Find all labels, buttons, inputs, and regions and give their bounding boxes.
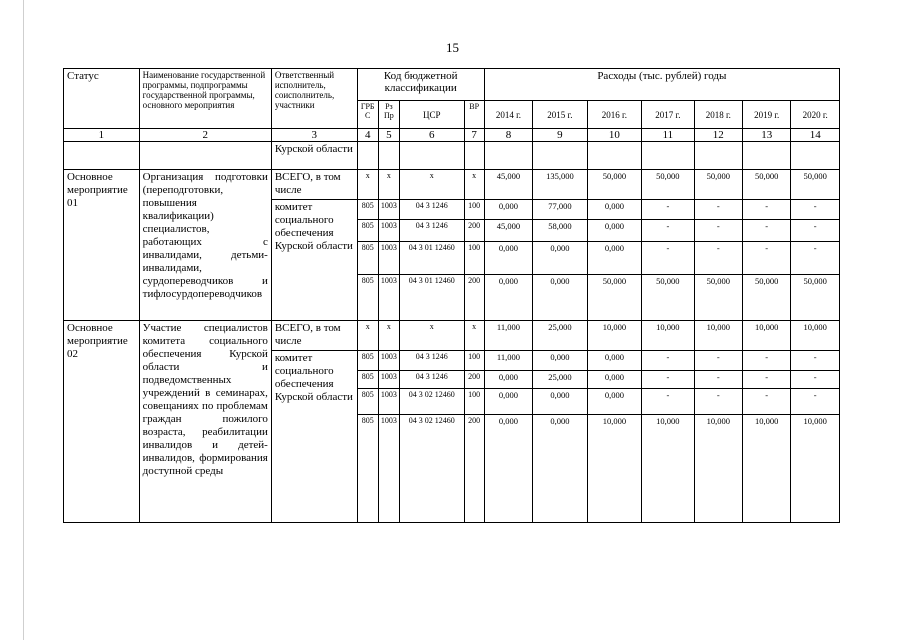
column-number: 6 (399, 129, 464, 142)
expense-value: 10,000 (587, 321, 641, 351)
expense-value: 50,000 (694, 275, 742, 321)
budget-code-cell: 1003 (378, 371, 399, 389)
column-number-row (64, 129, 840, 142)
expense-value: 50,000 (743, 170, 791, 200)
expense-value: 10,000 (743, 321, 791, 351)
expense-value: 0,000 (484, 242, 532, 275)
expense-value: 25,000 (533, 321, 587, 351)
budget-code-cell: 100 (464, 351, 484, 371)
budget-code-cell: 1003 (378, 242, 399, 275)
expense-value: 0,000 (533, 242, 587, 275)
expense-value: - (743, 242, 791, 275)
budget-code-cell: 805 (357, 351, 378, 371)
measure-row (64, 321, 840, 351)
column-number: 2 (139, 129, 271, 142)
column-number: 11 (642, 129, 694, 142)
expense-value: 10,000 (694, 415, 742, 523)
header-executor: Ответственный исполнитель, соисполнитель, участники (271, 69, 357, 129)
expense-value: - (694, 351, 742, 371)
expense-value: 0,000 (587, 242, 641, 275)
budget-code-cell: х (378, 170, 399, 200)
budget-code-cell: х (357, 321, 378, 351)
expense-value: - (791, 351, 840, 371)
budget-code-cell: х (357, 170, 378, 200)
expense-value: - (642, 351, 694, 371)
budget-code-cell: х (378, 321, 399, 351)
expense-value: 0,000 (484, 389, 532, 415)
budget-code-cell: 1003 (378, 275, 399, 321)
header-vr: ВР (464, 101, 484, 129)
column-number: 9 (533, 129, 587, 142)
column-number: 5 (378, 129, 399, 142)
expense-value: 0,000 (587, 351, 641, 371)
expense-value: - (743, 389, 791, 415)
column-number: 12 (694, 129, 742, 142)
page-edge-line (23, 0, 24, 640)
expense-value: 0,000 (484, 371, 532, 389)
expense-value: 0,000 (533, 351, 587, 371)
budget-table (63, 68, 840, 523)
expense-value: 50,000 (642, 170, 694, 200)
expense-value: 25,000 (533, 371, 587, 389)
budget-code-cell: 100 (464, 389, 484, 415)
column-number: 3 (271, 129, 357, 142)
expense-value: 50,000 (791, 275, 840, 321)
measure-status: Основное мероприятие 02 (64, 321, 140, 523)
budget-code-cell: 1003 (378, 351, 399, 371)
header-grbs: ГРБ С (357, 101, 378, 129)
carry-executor: Курской области (271, 142, 357, 170)
expense-value: 10,000 (694, 321, 742, 351)
expense-value: 0,000 (587, 220, 641, 242)
expense-value: - (791, 200, 840, 220)
expense-value: 0,000 (484, 200, 532, 220)
expense-value: - (791, 371, 840, 389)
header-year: 2015 г. (533, 101, 587, 129)
budget-code-cell: 04 3 1246 (399, 351, 464, 371)
budget-code-cell: 200 (464, 220, 484, 242)
header-year: 2014 г. (484, 101, 532, 129)
expense-value: - (743, 200, 791, 220)
header-year: 2016 г. (587, 101, 641, 129)
expense-value: 10,000 (587, 415, 641, 523)
budget-code-cell: 805 (357, 242, 378, 275)
measure-total-label: ВСЕГО, в том числе (271, 170, 357, 200)
budget-code-cell: 805 (357, 389, 378, 415)
expense-value: 10,000 (791, 321, 840, 351)
expense-value: 0,000 (484, 275, 532, 321)
expense-value: 50,000 (587, 275, 641, 321)
budget-code-cell: 04 3 1246 (399, 371, 464, 389)
header-year: 2019 г. (743, 101, 791, 129)
expense-value: - (791, 220, 840, 242)
measure-name: Участие специалистов комитета социального обеспечения Курской области и подведомственных учреждений в семинарах, совещаниях по проблемам граждан пожилого возраста, реабилитации инвалидов и детей-инвалидов, формирования доступной среды (139, 321, 271, 523)
expense-value: 0,000 (587, 371, 641, 389)
expense-value: - (694, 220, 742, 242)
expense-value: - (642, 242, 694, 275)
expense-value: 45,000 (484, 170, 532, 200)
expense-value: - (743, 371, 791, 389)
header-year: 2017 г. (642, 101, 694, 129)
column-number: 13 (743, 129, 791, 142)
column-number: 4 (357, 129, 378, 142)
budget-code-cell: 805 (357, 415, 378, 523)
column-number: 1 (64, 129, 140, 142)
expense-value: - (694, 389, 742, 415)
header-year: 2018 г. (694, 101, 742, 129)
budget-code-cell: 805 (357, 200, 378, 220)
header-name: Наименование государственной программы, подпрограммы государственной программы, основного мероприятия (139, 69, 271, 129)
expense-value: 50,000 (694, 170, 742, 200)
expense-value: 50,000 (587, 170, 641, 200)
expense-value: - (642, 389, 694, 415)
column-number: 10 (587, 129, 641, 142)
budget-code-cell: 200 (464, 415, 484, 523)
expense-value: 0,000 (533, 415, 587, 523)
measure-status: Основное мероприятие 01 (64, 170, 140, 321)
budget-code-cell: 1003 (378, 389, 399, 415)
expense-value: 0,000 (533, 389, 587, 415)
budget-code-cell: 1003 (378, 200, 399, 220)
expense-value: - (743, 351, 791, 371)
expense-value: 10,000 (642, 321, 694, 351)
header-rzpr: Рз Пр (378, 101, 399, 129)
expense-value: 50,000 (743, 275, 791, 321)
budget-code-cell: 04 3 02 12460 (399, 389, 464, 415)
measure-total-label: ВСЕГО, в том числе (271, 321, 357, 351)
expense-value: 10,000 (642, 415, 694, 523)
column-number: 14 (791, 129, 840, 142)
column-number: 7 (464, 129, 484, 142)
expense-value: 50,000 (791, 170, 840, 200)
budget-code-cell: 200 (464, 371, 484, 389)
budget-code-cell: 805 (357, 371, 378, 389)
expense-value: 50,000 (642, 275, 694, 321)
expense-value: 135,000 (533, 170, 587, 200)
budget-code-cell: х (464, 321, 484, 351)
budget-code-cell: 100 (464, 242, 484, 275)
expense-value: - (694, 371, 742, 389)
expense-value: - (694, 200, 742, 220)
expense-value: - (791, 389, 840, 415)
expense-value: 0,000 (533, 275, 587, 321)
budget-code-cell: х (464, 170, 484, 200)
expense-value: - (743, 220, 791, 242)
budget-code-cell: 04 3 01 12460 (399, 275, 464, 321)
header-expenses: Расходы (тыс. рублей) годы (484, 69, 839, 101)
header-csr: ЦСР (399, 101, 464, 129)
header-budget-code: Код бюджетной классификации (357, 69, 484, 101)
expense-value: - (642, 220, 694, 242)
page-number: 15 (446, 40, 459, 55)
budget-code-cell: 04 3 1246 (399, 220, 464, 242)
expense-value: 0,000 (587, 389, 641, 415)
header-status: Статус (64, 69, 140, 129)
budget-code-cell: х (399, 170, 464, 200)
budget-code-cell: 04 3 01 12460 (399, 242, 464, 275)
expense-value: 10,000 (791, 415, 840, 523)
measure-participant: комитет социального обеспечения Курской области (271, 351, 357, 523)
measure-participant: комитет социального обеспечения Курской области (271, 200, 357, 321)
expense-value: 0,000 (484, 415, 532, 523)
expense-value: 58,000 (533, 220, 587, 242)
budget-code-cell: 805 (357, 275, 378, 321)
budget-code-cell: 805 (357, 220, 378, 242)
expense-value: 77,000 (533, 200, 587, 220)
budget-code-cell: 04 3 1246 (399, 200, 464, 220)
column-number: 8 (484, 129, 532, 142)
budget-code-cell: 1003 (378, 415, 399, 523)
expense-value: - (642, 371, 694, 389)
budget-code-cell: 100 (464, 200, 484, 220)
measure-row (64, 170, 840, 200)
header-year: 2020 г. (791, 101, 840, 129)
expense-value: 10,000 (743, 415, 791, 523)
expense-value: 0,000 (587, 200, 641, 220)
expense-value: - (791, 242, 840, 275)
budget-code-cell: 04 3 02 12460 (399, 415, 464, 523)
budget-code-cell: 200 (464, 275, 484, 321)
carry-over-row (64, 142, 840, 170)
expense-value: 11,000 (484, 351, 532, 371)
measure-name: Организация подготовки (переподготовки, повышения квалификации) специалистов, работающих с инвалидами, детьми-инвалидами, сурдопереводчиков и тифлосурдопереводчиков (139, 170, 271, 321)
expense-value: 45,000 (484, 220, 532, 242)
expense-value: - (642, 200, 694, 220)
expense-value: - (694, 242, 742, 275)
budget-code-cell: х (399, 321, 464, 351)
budget-code-cell: 1003 (378, 220, 399, 242)
expense-value: 11,000 (484, 321, 532, 351)
